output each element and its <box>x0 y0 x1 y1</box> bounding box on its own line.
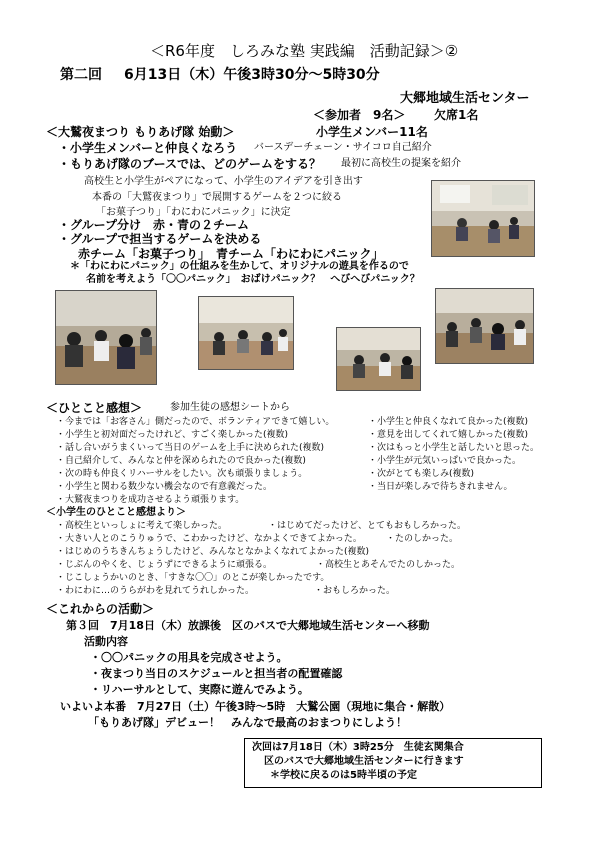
kid-right-3: ・高校生とあそんでたのしかった。 <box>316 560 461 570</box>
impression-right-1: ・小学生と仲良くなれて良かった(複数) <box>368 417 529 427</box>
activity-item-2: ・夜まつり当日のスケジュールと担当者の配置確認 <box>90 667 343 680</box>
section4-heading: ＜これからの活動＞ <box>46 602 155 616</box>
note-line-1: ＊「わにわにパニック」の仕組みを生かして、オリジナルの遊具を作るので <box>70 261 409 272</box>
impression-right-2: ・意見を出してくれて嬉しかった(複数) <box>368 430 529 440</box>
narrow-games-line: 本番の「大鷲夜まつり」で展開するゲームを２つに絞る <box>92 192 342 203</box>
kid-left-3: ・はじめのうちきんちょうしたけど、みんなとなかよくなれてよかった(複数) <box>56 547 370 557</box>
impression-right-6: ・当日が楽しみで待ちきれません。 <box>368 482 513 492</box>
impression-left-6: ・小学生と関わる数少ない機会なので有意義だった。 <box>56 482 273 492</box>
debut-line: 「もりあげ隊」デビュー！ みんなで最高のおまつりにしよう！ <box>88 716 407 729</box>
pair-line: 高校生と小学生がペアになって、小学生のアイデアを引き出す <box>84 176 363 187</box>
photo-group-kneeling <box>336 327 421 391</box>
finale-line: いよいよ本番 7月27日（土）午後3時～5時 大鷲公園（現地に集合・解散） <box>60 700 451 713</box>
bullet-which-game: ・もりあげ隊のブースでは、どのゲームをする？ <box>58 157 322 171</box>
impression-right-5: ・次がとても楽しみ(複数) <box>368 469 475 479</box>
kid-right-1: ・はじめてだったけど、とてもおもしろかった。 <box>268 521 467 531</box>
session-location: 大郷地域生活センター <box>400 91 530 106</box>
section1-heading: ＜大鷲夜まつり もりあげ隊 始動＞ <box>46 125 235 139</box>
kid-right-4: ・おもしろかった。 <box>314 586 396 596</box>
bullet-groups: ・グループ分け 赤・青の２チーム <box>58 218 250 232</box>
impression-left-4: ・自己紹介して、みんなと仲を深められたので良かった(複数) <box>56 456 306 466</box>
impression-left-1: ・今までは「お客さん」側だったので、ボランティアできて嬉しい。 <box>56 417 335 427</box>
section2-heading: ＜ひとこと感想＞ <box>46 401 143 415</box>
bullet-get-acquainted: ・小学生メンバーと仲良くなろう <box>58 141 238 155</box>
kid-left-4: ・じぶんのやくを、じょうずにできるように頑張る。 <box>56 560 273 570</box>
kid-left-1: ・高校生といっしょに考えて楽しかった。 <box>56 521 228 531</box>
photo-group-floor-1 <box>55 290 157 385</box>
impression-left-3: ・話し合いがうまくいって当日のゲームを上手に決められた(複数) <box>56 443 325 453</box>
photo-classroom <box>431 180 535 257</box>
bullet-which-game-note: 最初に高校生の提案を紹介 <box>341 158 461 169</box>
next-session-line: 第３回 7月18日（木）放課後 区のバスで大郷地域生活センターへ移動 <box>66 619 430 632</box>
section2-subheading: 参加生徒の感想シートから <box>170 402 290 413</box>
kid-right-2: ・たのしかった。 <box>386 534 459 544</box>
session-datetime: 6月13日（木）午後3時30分～5時30分 <box>124 67 380 83</box>
activity-content-label: 活動内容 <box>84 635 128 648</box>
decided-games-line: 「お菓子つり」「わにわにパニック」に決定 <box>96 207 291 218</box>
members-count: 小学生メンバー11名 <box>316 125 428 139</box>
kid-left-5: ・じこしょうかいのとき、「すきな〇〇」のとこが楽しかったです。 <box>56 573 330 583</box>
kid-left-6: ・わにわに…のうらがわを見れてうれしかった。 <box>56 586 255 596</box>
photo-group-circle <box>435 288 534 364</box>
page-title: ＜R6年度 しろみな塾 実践編 活動記録＞② <box>150 42 459 60</box>
activity-item-3: ・リハーサルとして、実際に遊んでみよう。 <box>90 683 309 696</box>
impression-right-4: ・小学生が元気いっぱいで良かった。 <box>368 456 522 466</box>
impression-left-5: ・次の時も仲良くリハーサルをしたい。次も頑張りましょう。 <box>56 469 308 479</box>
absent-count: 欠席1名 <box>434 108 479 122</box>
notice-line-2: 区のバスで大郷地域生活センターに行きます <box>264 756 464 767</box>
teams-line: 赤チーム「お菓子つり」 青チーム「わにわにパニック」 <box>78 247 384 261</box>
impression-left-2: ・小学生と初対面だったけれど、すごく楽しかった(複数) <box>56 430 289 440</box>
kid-left-2: ・大きい人とのこうりゅうで、こわかったけど、なかよくできてよかった。 <box>56 534 362 544</box>
impression-left-7: ・大鷲夜まつりを成功させるよう頑張ります。 <box>56 495 245 505</box>
section3-heading: ＜小学生のひとこと感想より＞ <box>46 507 186 518</box>
notice-line-3: ＊学校に戻るのは5時半頃の予定 <box>270 770 417 781</box>
photo-group-floor-2 <box>198 296 294 370</box>
bullet-assign-games: ・グループで担当するゲームを決める <box>58 232 262 246</box>
notice-line-1: 次回は7月18日（木）3時25分 生徒玄関集合 <box>252 742 464 753</box>
note-line-2: 名前を考えよう「〇〇パニック」 おばけパニック？ へびへびパニック？ <box>86 274 420 285</box>
participants-count: ＜参加者 9名＞ <box>313 108 406 122</box>
activity-item-1: ・〇〇パニックの用具を完成させよう。 <box>90 651 288 664</box>
impression-right-3: ・次はもっと小学生と話したいと思った。 <box>368 443 540 453</box>
bullet-get-acquainted-note: バースデーチェーン・サイコロ自己紹介 <box>254 142 432 153</box>
session-label: 第二回 <box>60 67 102 83</box>
